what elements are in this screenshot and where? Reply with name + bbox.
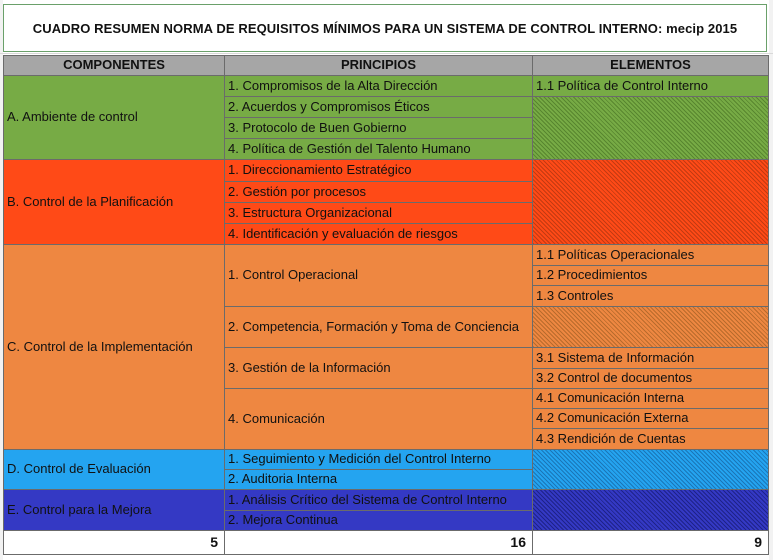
principle-c1: 1. Control Operacional <box>224 244 533 307</box>
row-separator <box>0 53 773 54</box>
principle-b1: 1. Direccionamiento Estratégico <box>224 159 533 182</box>
total-components: 5 <box>3 530 225 555</box>
element-c-4-1: 4.1 Comunicación Interna <box>532 388 769 409</box>
principle-b2: 2. Gestión por procesos <box>224 181 533 203</box>
component-c: C. Control de la Implementación <box>3 244 225 450</box>
principle-a3: 3. Protocolo de Buen Gobierno <box>224 117 533 139</box>
element-a-empty-hatch <box>532 96 769 160</box>
principle-b4: 4. Identificación y evaluación de riesgos <box>224 223 533 245</box>
principle-a4: 4. Política de Gestión del Talento Humano <box>224 138 533 160</box>
component-b: B. Control de la Planificación <box>3 159 225 245</box>
element-c-empty-hatch <box>532 306 769 348</box>
element-c-4-3: 4.3 Rendición de Cuentas <box>532 428 769 450</box>
principle-a2: 2. Acuerdos y Compromisos Éticos <box>224 96 533 118</box>
principle-b3: 3. Estructura Organizacional <box>224 202 533 224</box>
element-c-1-1: 1.1 Políticas Operacionales <box>532 244 769 266</box>
principle-c2: 2. Competencia, Formación y Toma de Conciencia <box>224 306 533 348</box>
principle-c3: 3. Gestión de la Información <box>224 347 533 389</box>
total-elements: 9 <box>532 530 769 555</box>
principle-a1: 1. Compromisos de la Alta Dirección <box>224 75 533 97</box>
element-a-1-1: 1.1 Política de Control Interno <box>532 75 769 97</box>
principle-d1: 1. Seguimiento y Medición del Control Interno <box>224 449 533 470</box>
element-e-empty-hatch <box>532 489 769 531</box>
element-d-empty-hatch <box>532 449 769 490</box>
element-c-3-2: 3.2 Control de documentos <box>532 368 769 389</box>
header-components: COMPONENTES <box>3 55 225 76</box>
element-c-4-2: 4.2 Comunicación Externa <box>532 408 769 429</box>
component-e: E. Control para la Mejora <box>3 489 225 531</box>
element-c-1-3: 1.3 Controles <box>532 285 769 307</box>
right-gridline <box>769 0 773 560</box>
header-principles: PRINCIPIOS <box>224 55 533 76</box>
principle-e1: 1. Análisis Crítico del Sistema de Control Interno <box>224 489 533 511</box>
principle-e2: 2. Mejora Continua <box>224 510 533 531</box>
principle-d2: 2. Auditoria Interna <box>224 469 533 490</box>
header-elements: ELEMENTOS <box>532 55 769 76</box>
element-c-1-2: 1.2 Procedimientos <box>532 265 769 286</box>
table-title: CUADRO RESUMEN NORMA DE REQUISITOS MÍNIMOS PARA UN SISTEMA DE CONTROL INTERNO: mecip 2015 <box>3 4 767 52</box>
element-c-3-1: 3.1 Sistema de Información <box>532 347 769 369</box>
component-d: D. Control de Evaluación <box>3 449 225 490</box>
total-principles: 16 <box>224 530 533 555</box>
principle-c4: 4. Comunicación <box>224 388 533 450</box>
element-b-empty-hatch <box>532 159 769 245</box>
component-a: A. Ambiente de control <box>3 75 225 160</box>
